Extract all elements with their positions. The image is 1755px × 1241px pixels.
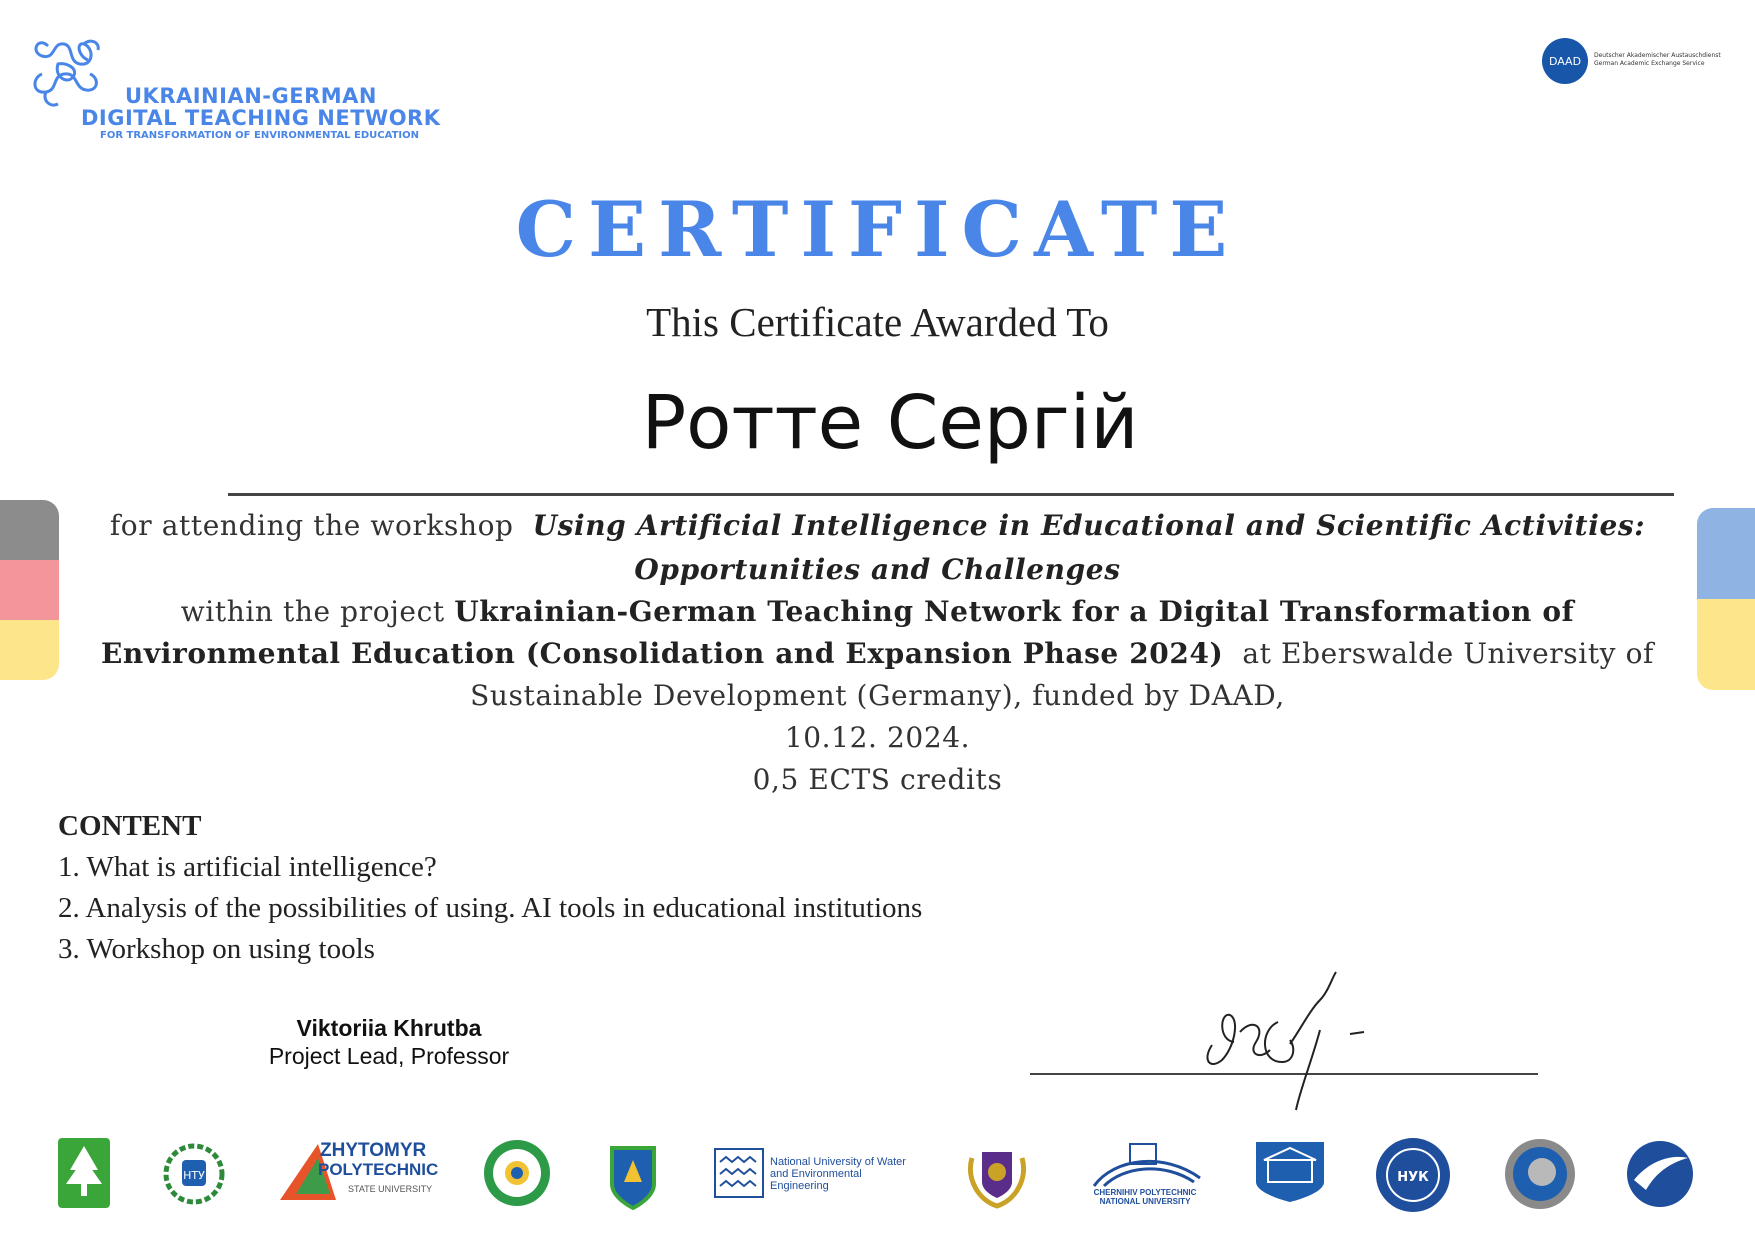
wreath-crest-icon <box>160 1138 228 1206</box>
project-title-part2: Environmental Education (Consolidation and Expansion Phase 2024) <box>100 637 1224 670</box>
crest-icon <box>964 1138 1030 1210</box>
content-heading: CONTENT <box>58 810 202 842</box>
chernihiv-text <box>1084 1188 1206 1206</box>
medal-portrait-icon <box>1504 1138 1576 1210</box>
svg-text:НТУ: НТУ <box>183 1169 205 1182</box>
content-section <box>58 810 1158 974</box>
daad-logo <box>1542 38 1742 88</box>
certificate-title: CERTIFICATE <box>515 185 1240 274</box>
workshop-line-1 <box>0 509 1755 542</box>
sun-emblem-icon <box>482 1138 552 1208</box>
chernihiv-line2: NATIONAL UNIVERSITY <box>1099 1197 1191 1206</box>
zhytomyr-line3: STATE UNIVERSITY <box>348 1184 433 1194</box>
building-arc-icon <box>1084 1138 1206 1188</box>
water-waves-icon <box>714 1148 764 1198</box>
nuwee-text <box>770 1156 906 1192</box>
green-university-logo <box>482 1138 552 1208</box>
project-prefix: within the project <box>180 595 445 628</box>
content-item: 2. Analysis of the possibilities of using. AI tools in educational institutions <box>58 892 923 924</box>
nuwee-logo <box>714 1148 914 1204</box>
tree-icon <box>58 1138 110 1208</box>
zhytomyr-line1: ZHYTOMYR <box>320 1140 427 1161</box>
nuwee-line1: National University of Water <box>770 1156 906 1168</box>
zhytomyr-polytechnic-logo <box>278 1138 438 1204</box>
awarded-to-text: This Certificate Awarded To <box>646 299 1109 345</box>
name-underline <box>228 493 1674 496</box>
workshop-title-part2: Opportunities and Challenges <box>634 553 1121 586</box>
signatory-name: Viktoriia Khrutba <box>296 1015 482 1041</box>
handwritten-signature <box>1200 970 1380 1120</box>
svg-text:НУК: НУК <box>1397 1170 1429 1185</box>
daad-text-de: Deutscher Akademischer Austauschdienst <box>1594 52 1721 59</box>
chernihiv-line1: CHERNIHIV POLYTECHNIC <box>1093 1188 1197 1197</box>
project-title-part1: Ukrainian-German Teaching Network for a Digital Transformation of <box>454 595 1575 628</box>
university-building-icon <box>1254 1138 1326 1204</box>
chernihiv-polytechnic-logo <box>1084 1138 1206 1210</box>
wing-swoosh-icon <box>1626 1140 1694 1208</box>
workshop-line-2 <box>0 553 1755 586</box>
daad-text-en: German Academic Exchange Service <box>1594 60 1705 67</box>
ects-credits: 0,5 ECTS credits <box>752 763 1003 796</box>
content-item: 3. Workshop on using tools <box>58 933 375 965</box>
knot-icon <box>28 34 108 114</box>
daad-badge: DAAD <box>1542 38 1588 84</box>
institution-line: Sustainable Development (Germany), funded by DAAD, <box>470 679 1285 712</box>
shield-university-logo <box>608 1138 658 1210</box>
zhytomyr-line2: POLYTECHNIC <box>318 1160 439 1179</box>
network-name-line1: UKRAINIAN-GERMAN <box>125 84 377 108</box>
attending-prefix: for attending the workshop <box>109 509 514 542</box>
natu-logo <box>58 1138 110 1208</box>
signatory-role: Project Lead, Professor <box>268 1043 510 1069</box>
daad-text <box>1594 52 1721 68</box>
project-suffix: at Eberswalde University of <box>1242 637 1655 670</box>
blue-university-shield-logo <box>1254 1138 1326 1204</box>
gold-crest-logo <box>964 1138 1030 1210</box>
workshop-title-part1: Using Artificial Intelligence in Educational and Scientific Activities: <box>532 509 1646 542</box>
content-item: 1. What is artificial intelligence? <box>58 851 437 883</box>
network-logo <box>28 34 441 144</box>
nuwee-line3: Engineering <box>770 1180 829 1192</box>
project-line-2 <box>0 637 1755 670</box>
certificate-date: 10.12. 2024. <box>784 721 971 754</box>
anchor-seal-icon <box>1375 1137 1451 1213</box>
network-tagline: FOR TRANSFORMATION OF ENVIRONMENTAL EDUCATION <box>100 130 419 141</box>
recipient-name: Ротте Сергій <box>641 380 1139 466</box>
shield-icon <box>608 1138 658 1210</box>
aviation-university-logo <box>1626 1140 1694 1208</box>
ntu-logo <box>160 1138 228 1206</box>
network-name-line2: DIGITAL TEACHING NETWORK <box>81 106 441 130</box>
nuk-logo <box>1375 1137 1451 1213</box>
portrait-medal-logo <box>1504 1138 1576 1210</box>
project-line-1 <box>0 595 1755 628</box>
nuwee-line2: and Environmental <box>770 1168 862 1180</box>
